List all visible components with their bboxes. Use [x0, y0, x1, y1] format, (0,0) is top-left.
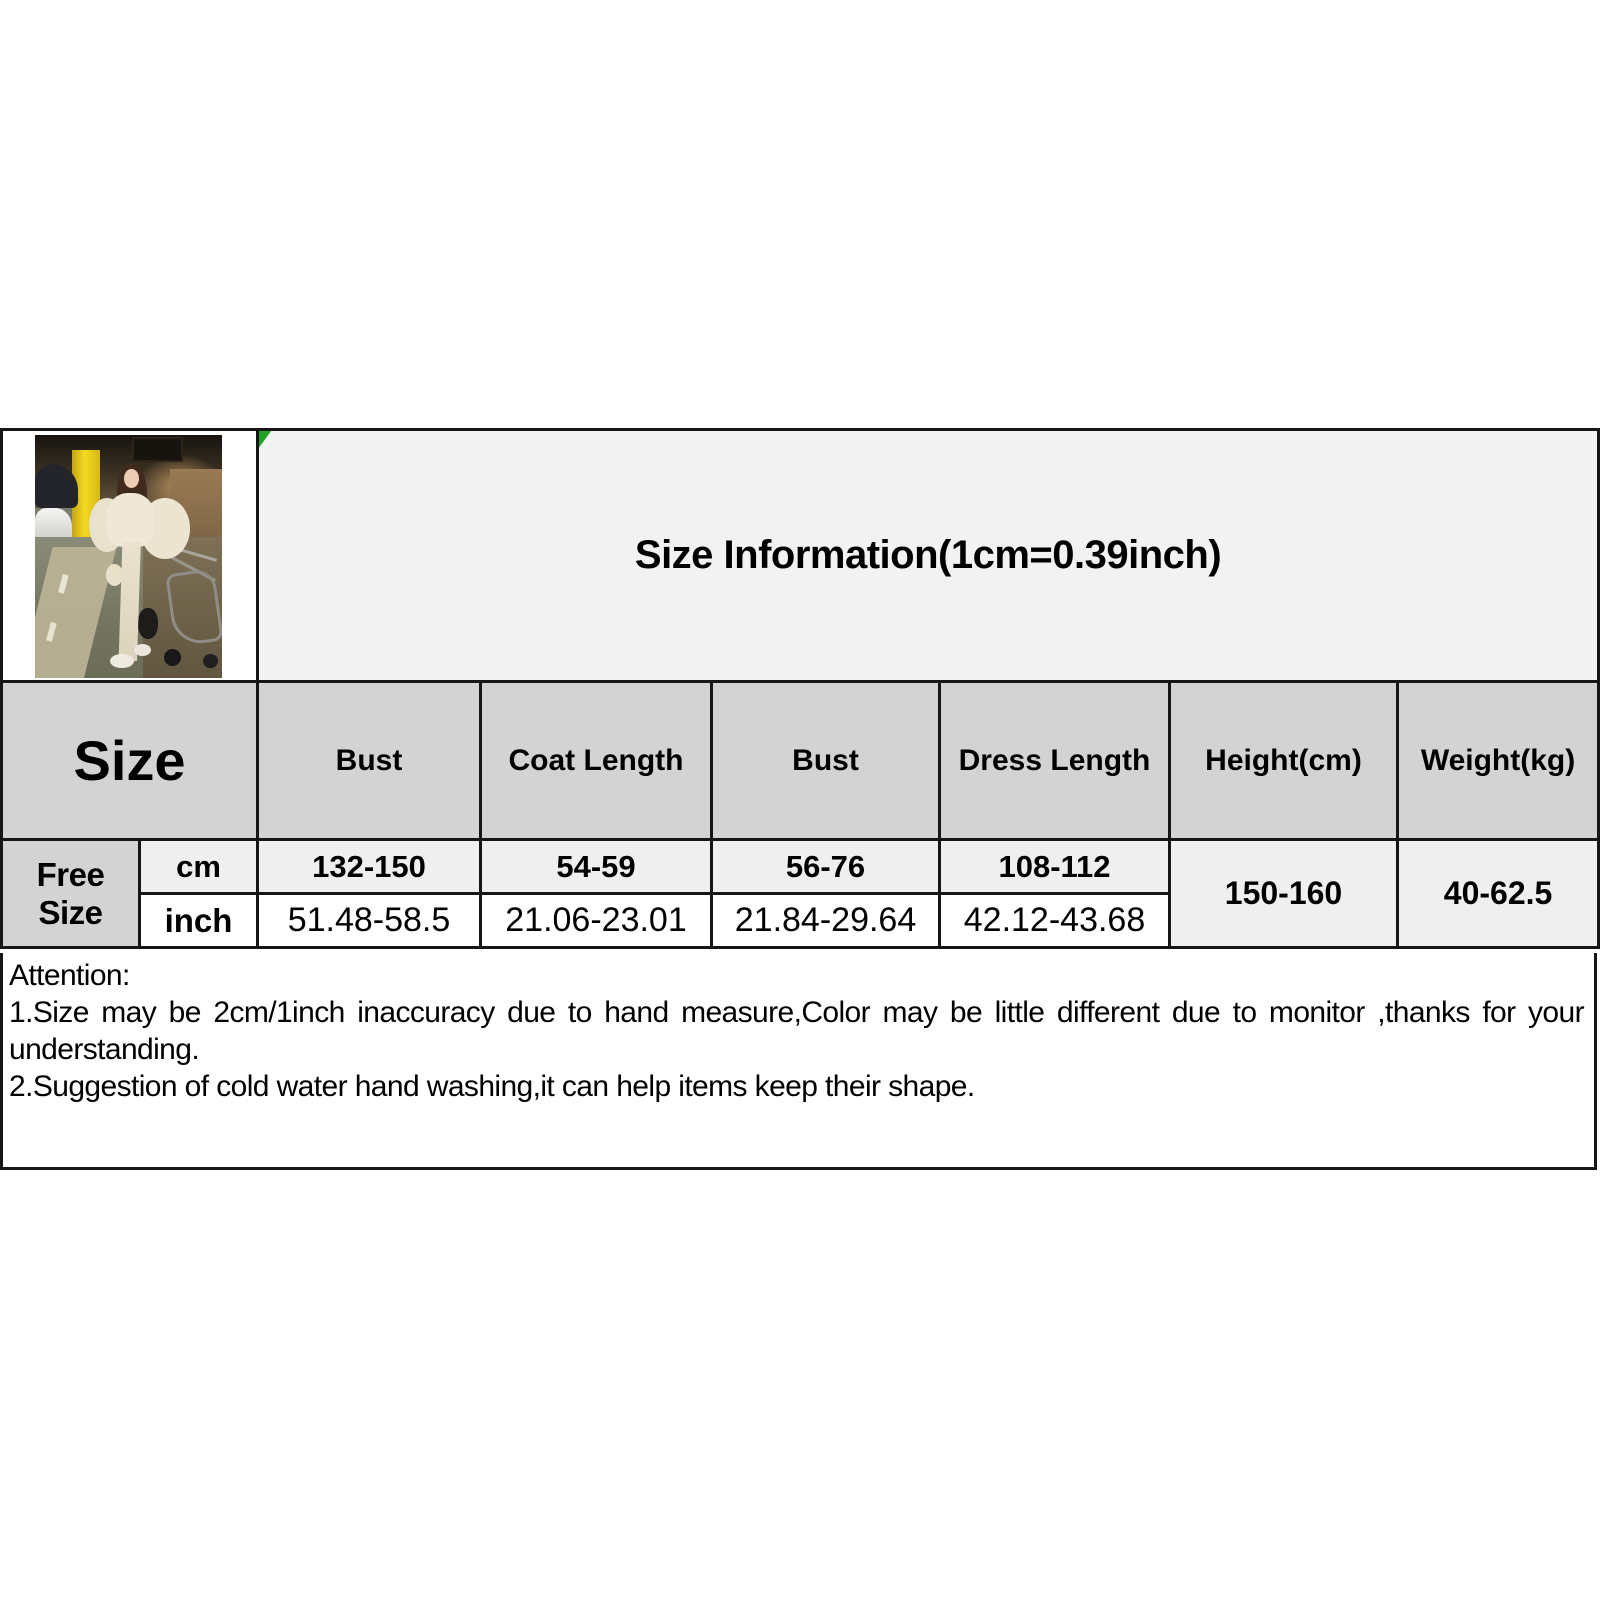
attention-note-2: 2.Suggestion of cold water hand washing,it can help items keep their shape. — [9, 1070, 975, 1103]
column-header-weight: Weight(kg) — [1398, 682, 1599, 840]
value-bust2-cm: 56-76 — [712, 840, 940, 894]
photo-cart-bag — [138, 608, 159, 640]
value-coat-length-inch: 21.06-23.01 — [481, 894, 712, 948]
size-table — [0, 428, 1600, 949]
table-row-cm — [2, 840, 1599, 894]
cell-corner-flag-icon — [258, 430, 274, 450]
column-header-bust-1: Bust — [258, 682, 481, 840]
attention-note-1: 1.Size may be 2cm/1inch inaccuracy due to hand measure,Color may be little different due to monitor ,thanks for your understanding. — [9, 996, 1584, 1066]
photo-cart-wheel — [164, 649, 181, 666]
row-label-free-size: Free Size — [2, 840, 140, 948]
photo-model-handbag — [106, 564, 123, 586]
unit-label-inch: inch — [140, 894, 258, 948]
value-height-range: 150-160 — [1170, 840, 1398, 948]
column-header-size: Size — [2, 682, 258, 840]
unit-label-cm: cm — [140, 840, 258, 894]
value-dress-length-cm: 108-112 — [940, 840, 1170, 894]
column-header-coat-length: Coat Length — [481, 682, 712, 840]
size-info-title-cell — [258, 430, 1599, 682]
value-bust1-inch: 51.48-58.5 — [258, 894, 481, 948]
product-photo — [35, 435, 222, 678]
product-photo-cell — [2, 430, 258, 682]
table-row-headers — [2, 682, 1599, 840]
value-coat-length-cm: 54-59 — [481, 840, 712, 894]
value-weight-range: 40-62.5 — [1398, 840, 1599, 948]
table-row-photo — [2, 430, 1599, 682]
column-header-bust-2: Bust — [712, 682, 940, 840]
value-bust1-cm: 132-150 — [258, 840, 481, 894]
photo-model-shoe — [134, 644, 151, 656]
photo-overhead-sign — [132, 437, 182, 461]
attention-heading: Attention: — [9, 959, 130, 992]
column-header-dress-length: Dress Length — [940, 682, 1170, 840]
page-title: Size Information(1cm=0.39inch) — [634, 533, 1222, 577]
value-bust2-inch: 21.84-29.64 — [712, 894, 940, 948]
photo-model-face — [124, 469, 139, 488]
column-header-height: Height(cm) — [1170, 682, 1398, 840]
value-dress-length-inch: 42.12-43.68 — [940, 894, 1170, 948]
photo-model-dress-top — [106, 493, 155, 546]
attention-note-box — [0, 953, 1597, 1170]
